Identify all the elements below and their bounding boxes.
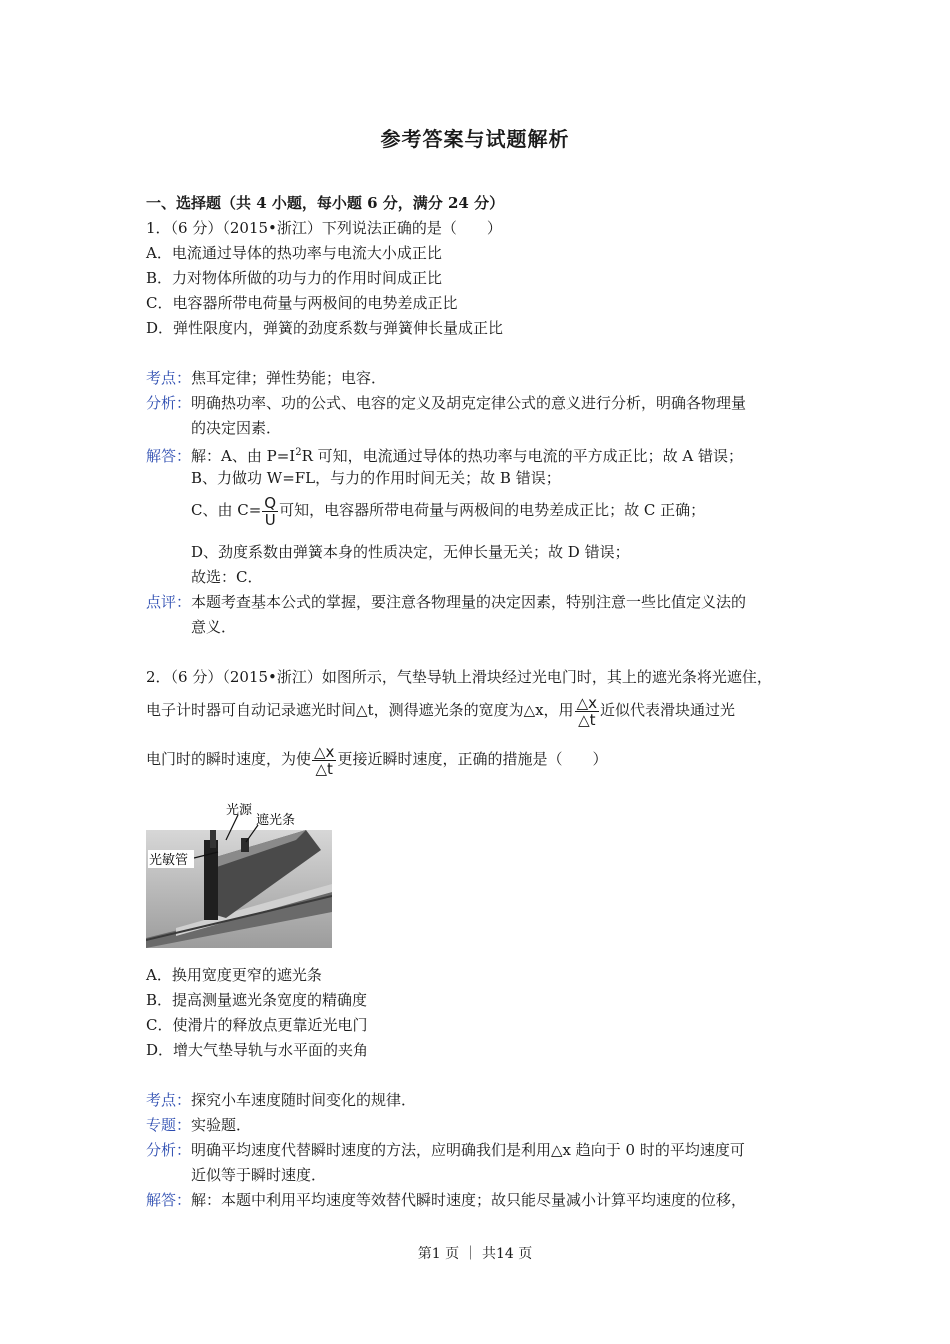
stem-text: 电子计时器可自动记录遮光时间△t，测得遮光条的宽度为△x，用 — [146, 701, 574, 719]
label-light: 光源 — [226, 803, 253, 818]
q1-kaodian — [146, 368, 386, 388]
stem-text: 更接近瞬时速度，正确的措施是（ ） — [337, 750, 608, 768]
q2-jieda — [146, 1190, 746, 1210]
q2-stem-3 — [146, 741, 607, 777]
denominator: △t — [578, 710, 596, 729]
kaodian-text: 探究小车速度随时间变化的规律． — [191, 1091, 417, 1109]
numerator: △x — [576, 693, 597, 712]
q1-option-d: D．弹性限度内，弹簧的劲度系数与弹簧伸长量成正比 — [146, 319, 504, 337]
q2-option-d: D．增大气垫导轨与水平面的夹角 — [146, 1041, 369, 1059]
fenxi-label: 分析： — [146, 394, 192, 412]
page-title: 参考答案与试题解析 — [380, 127, 570, 151]
denominator: △t — [315, 759, 333, 778]
fenxi-text: 明确平均速度代替瞬时速度的方法，应明确我们是利用△x 趋向于 0 时的平均速度可 — [191, 1141, 745, 1159]
kaodian-label: 考点： — [146, 1091, 192, 1109]
superscript: 2 — [295, 447, 302, 458]
fraction-dx-dt — [575, 695, 599, 728]
label-strip: 遮光条 — [256, 813, 296, 828]
q1-dianping — [146, 592, 746, 612]
section-heading: 一、选择题（共 4 小题，每小题 6 分，满分 24 分） — [146, 194, 505, 212]
q1-option-a: A．电流通过导体的热功率与电流大小成正比 — [146, 244, 442, 262]
dianping-label: 点评： — [146, 593, 192, 611]
q2-fenxi-cont: 近似等于瞬时速度． — [191, 1166, 327, 1184]
air-track-photo — [146, 800, 332, 948]
page-footer: 第1 页 ｜ 共14 页 — [417, 1246, 533, 1262]
q2-zhuanti — [146, 1115, 251, 1135]
q1-jieda-1 — [146, 443, 743, 466]
numerator: Q — [264, 493, 277, 512]
answer-text: C、由 C= — [191, 501, 262, 519]
jieda-label: 解答： — [146, 447, 192, 465]
q1-jieda-5: 故选：C． — [191, 568, 263, 586]
q2-stem-2 — [146, 692, 735, 728]
q2-option-c: C．使滑片的释放点更靠近光电门 — [146, 1016, 368, 1034]
q1-jieda-3 — [191, 492, 705, 528]
dianping-text: 本题考查基本公式的掌握，要注意各物理量的决定因素，特别注意一些比值定义法的 — [191, 593, 747, 611]
label-sensor: 光敏管 — [149, 853, 189, 868]
answer-text: 可知，电容器所带电荷量与两极间的电势差成正比；故 C 正确； — [279, 501, 706, 519]
q1-dianping-cont: 意义． — [191, 618, 237, 636]
fenxi-text: 明确热功率、功的公式、电容的定义及胡克定律公式的意义进行分析，明确各物理量 — [191, 394, 747, 412]
numerator: △x — [314, 742, 335, 761]
fraction-dx-dt — [312, 744, 336, 777]
q2-fenxi — [146, 1140, 745, 1160]
q1-option-b: B．力对物体所做的功与力的作用时间成正比 — [146, 269, 443, 287]
stem-text: 电门时的瞬时速度，为使 — [146, 750, 312, 768]
q1-jieda-4: D、劲度系数由弹簧本身的性质决定，无伸长量无关；故 D 错误； — [191, 543, 630, 561]
q2-option-a: A．换用宽度更窄的遮光条 — [146, 966, 322, 984]
jieda-text: 解：本题中利用平均速度等效替代瞬时速度；故只能尽量减小计算平均速度的位移， — [191, 1191, 747, 1209]
kaodian-label: 考点： — [146, 369, 192, 387]
q1-fenxi-cont: 的决定因素． — [191, 419, 282, 437]
q1-stem: 1．（6 分）（2015•浙江）下列说法正确的是（ ） — [146, 219, 502, 237]
answer-text: 解：A、由 P=I — [191, 447, 296, 465]
denominator: U — [264, 510, 276, 529]
kaodian-text: 焦耳定律；弹性势能；电容． — [191, 369, 387, 387]
fraction-q-u — [262, 495, 278, 528]
answer-text: R 可知，电流通过导体的热功率与电流的平方成正比；故 A 错误； — [301, 447, 744, 465]
q2-option-b: B．提高测量遮光条宽度的精确度 — [146, 991, 368, 1009]
q2-kaodian — [146, 1090, 416, 1110]
fenxi-label: 分析： — [146, 1141, 192, 1159]
q2-stem-1: 2．（6 分）（2015•浙江）如图所示，气垫导轨上滑块经过光电门时，其上的遮光条将光遮住， — [146, 668, 772, 686]
q1-jieda-2: B、力做功 W=FL，与力的作用时间无关；故 B 错误； — [191, 469, 561, 487]
q1-option-c: C．电容器所带电荷量与两极间的电势差成正比 — [146, 294, 458, 312]
stem-text: 近似代表滑块通过光 — [599, 701, 735, 719]
zhuanti-text: 实验题． — [191, 1116, 252, 1134]
zhuanti-label: 专题： — [146, 1116, 192, 1134]
jieda-label: 解答： — [146, 1191, 192, 1209]
q1-fenxi — [146, 393, 746, 413]
